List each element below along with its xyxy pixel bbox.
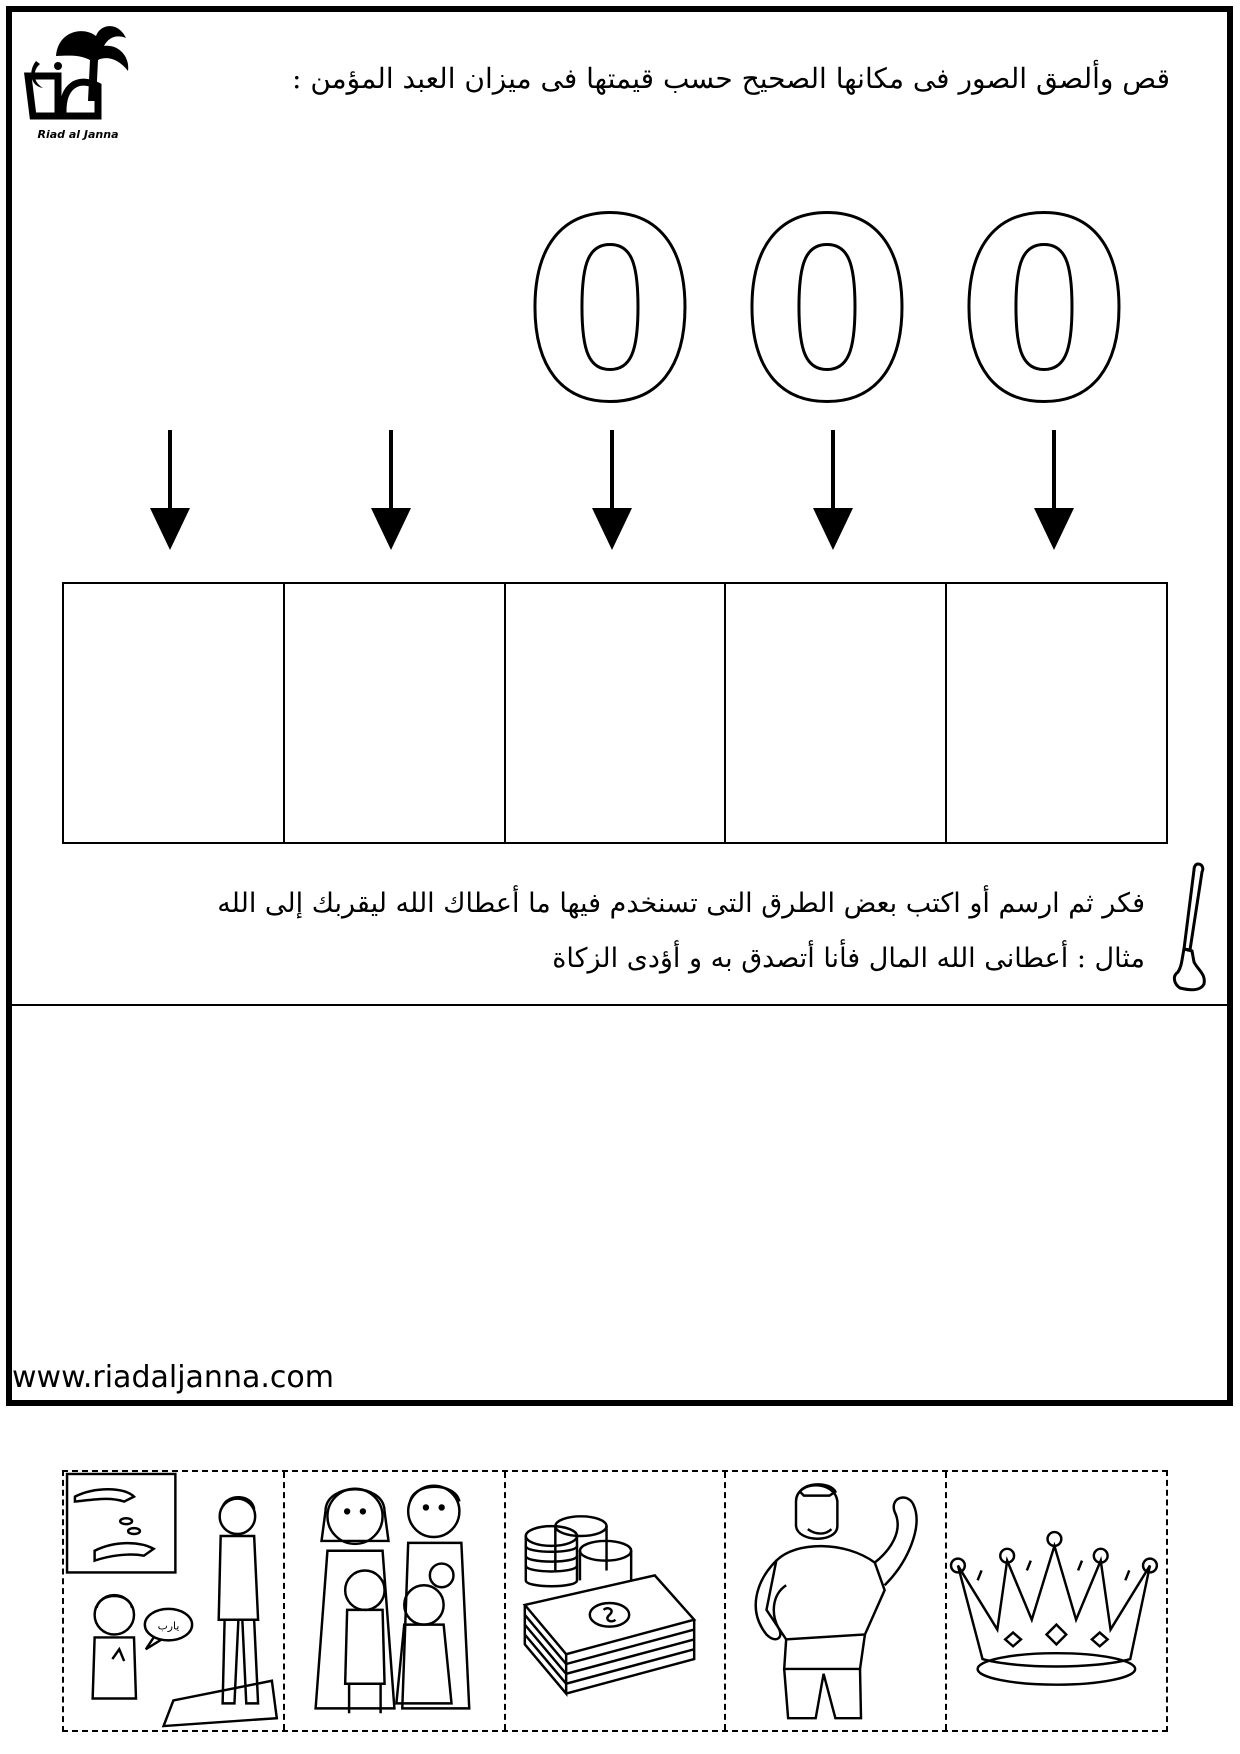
paste-box[interactable]	[724, 584, 945, 842]
paste-box[interactable]	[64, 584, 283, 842]
paste-box[interactable]	[945, 584, 1166, 842]
strong-man-icon	[726, 1472, 945, 1730]
paintbrush-icon	[1170, 862, 1210, 997]
cut-out-strip	[62, 1470, 1168, 1732]
svg-text:Riad al Janna: Riad al Janna	[37, 128, 119, 141]
palm-logo-icon	[18, 16, 138, 146]
family-icon	[285, 1472, 504, 1730]
paste-boxes	[62, 582, 1168, 844]
digit-2: 0	[740, 190, 914, 410]
paste-box[interactable]	[504, 584, 725, 842]
website-url[interactable]: www.riadaljanna.com	[12, 1360, 334, 1395]
cut-piece-crown[interactable]	[945, 1472, 1166, 1730]
crown-icon	[947, 1472, 1166, 1730]
digit-3: 0	[957, 190, 1131, 410]
cut-piece-praying-child[interactable]	[64, 1472, 283, 1730]
outlined-number	[515, 190, 1135, 410]
arrows-row	[60, 428, 1170, 558]
paste-box[interactable]	[283, 584, 504, 842]
cut-piece-money[interactable]	[504, 1472, 725, 1730]
example-text: مثال : أعطانى الله المال فأنا أتصدق به و أؤدى الزكاة	[552, 943, 1145, 974]
svg-text:يارب: يارب	[157, 1619, 180, 1633]
digit-1: 0	[523, 190, 697, 410]
think-prompt: فكر ثم ارسم أو اكتب بعض الطرق التى تسنخدم فيها ما أعطاك الله ليقربك إلى الله	[217, 888, 1145, 919]
cut-piece-strong-man[interactable]	[724, 1472, 945, 1730]
section-divider	[12, 1004, 1227, 1006]
instruction-text: قص وألصق الصور فى مكانها الصحيح حسب قيمتها فى ميزان العبد المؤمن :	[292, 62, 1170, 95]
praying-child-icon	[64, 1472, 283, 1730]
cut-piece-family[interactable]	[283, 1472, 504, 1730]
money-icon	[506, 1472, 725, 1730]
